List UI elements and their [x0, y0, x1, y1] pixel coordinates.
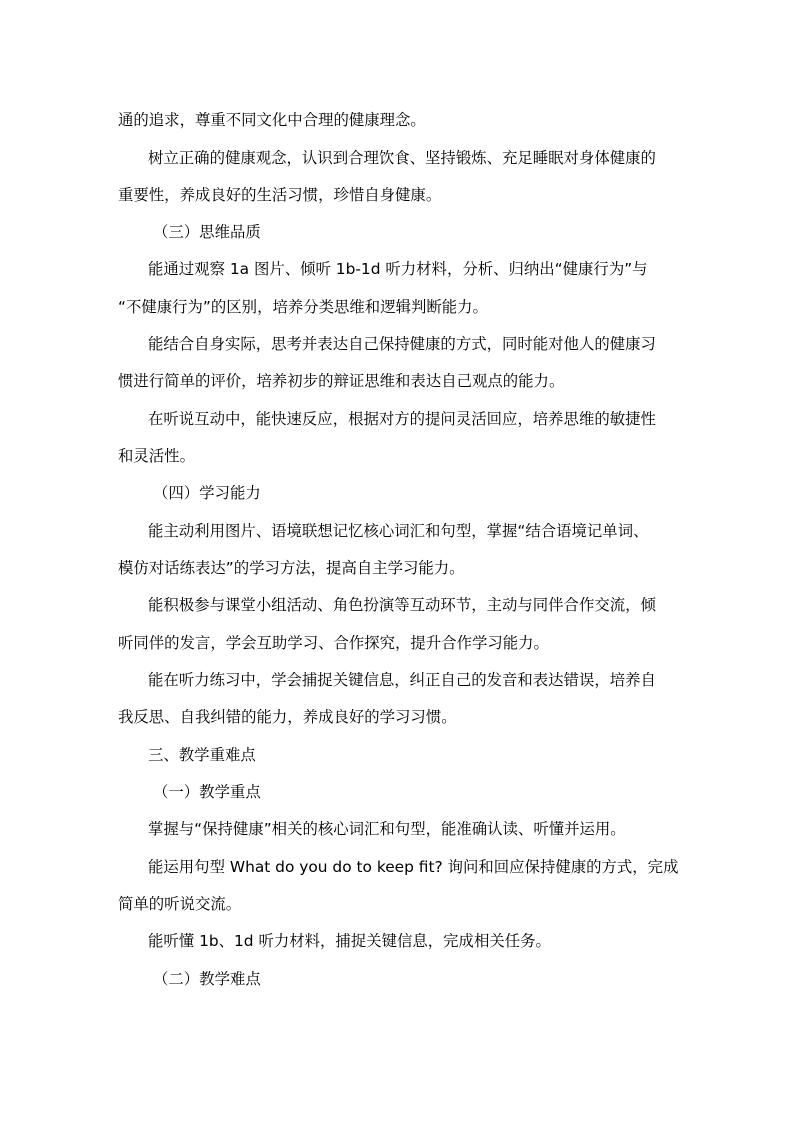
section-heading: （四）学习能力 — [153, 484, 261, 502]
paragraph-line: 树立正确的健康观念，认识到合理饮食、坚持锻炼、充足睡眠对身体健康的 — [148, 149, 656, 167]
paragraph-line: 通的追求，尊重不同文化中合理的健康理念。 — [118, 111, 426, 129]
paragraph-line: 能结合自身实际，思考并表达自己保持健康的方式，同时能对他人的健康习 — [148, 335, 656, 353]
paragraph-line: 掌握与“保持健康”相关的核心词汇和句型，能准确认读、听懂并运用。 — [148, 820, 626, 838]
paragraph-line: 能积极参与课堂小组活动、角色扮演等互动环节，主动与同伴合作交流，倾 — [148, 596, 656, 614]
section-heading: 三、教学重难点 — [148, 746, 256, 764]
section-heading: （三）思维品质 — [153, 223, 261, 241]
paragraph-line: 惯进行简单的评价，培养初步的辩证思维和表达自己观点的能力。 — [118, 372, 565, 390]
paragraph-line: 能运用句型 What do you do to keep fit? 询问和回应保持健康的方式，完成 — [148, 858, 679, 876]
paragraph-line: “不健康行为”的区别，培养分类思维和逻辑判断能力。 — [118, 298, 488, 316]
paragraph-line: 和灵活性。 — [118, 447, 195, 465]
paragraph-line: 重要性，养成良好的生活习惯，珍惜自身健康。 — [118, 186, 442, 204]
section-heading: （一）教学重点 — [153, 783, 261, 801]
paragraph-line: 能通过观察 1a 图片、倾听 1b-1d 听力材料，分析、归纳出“健康行为”与 — [148, 260, 648, 278]
paragraph-line: 在听说互动中，能快速反应，根据对方的提问灵活回应，培养思维的敏捷性 — [148, 410, 656, 428]
paragraph-line: 能在听力练习中，学会捕捉关键信息，纠正自己的发音和表达错误，培养自 — [148, 671, 656, 689]
paragraph-line: 能听懂 1b、1d 听力材料，捕捉关键信息，完成相关任务。 — [148, 932, 551, 950]
paragraph-line: 能主动利用图片、语境联想记忆核心词汇和句型，掌握“结合语境记单词、 — [148, 522, 649, 540]
paragraph-line: 我反思、自我纠错的能力，养成良好的学习习惯。 — [118, 708, 457, 726]
paragraph-line: 听同伴的发言，学会互助学习、合作探究，提升合作学习能力。 — [118, 634, 549, 652]
paragraph-line: 模仿对话练表达”的学习方法，提高自主学习能力。 — [118, 559, 465, 577]
paragraph-line: 简单的听说交流。 — [118, 895, 242, 913]
section-heading: （二）教学难点 — [153, 970, 261, 988]
